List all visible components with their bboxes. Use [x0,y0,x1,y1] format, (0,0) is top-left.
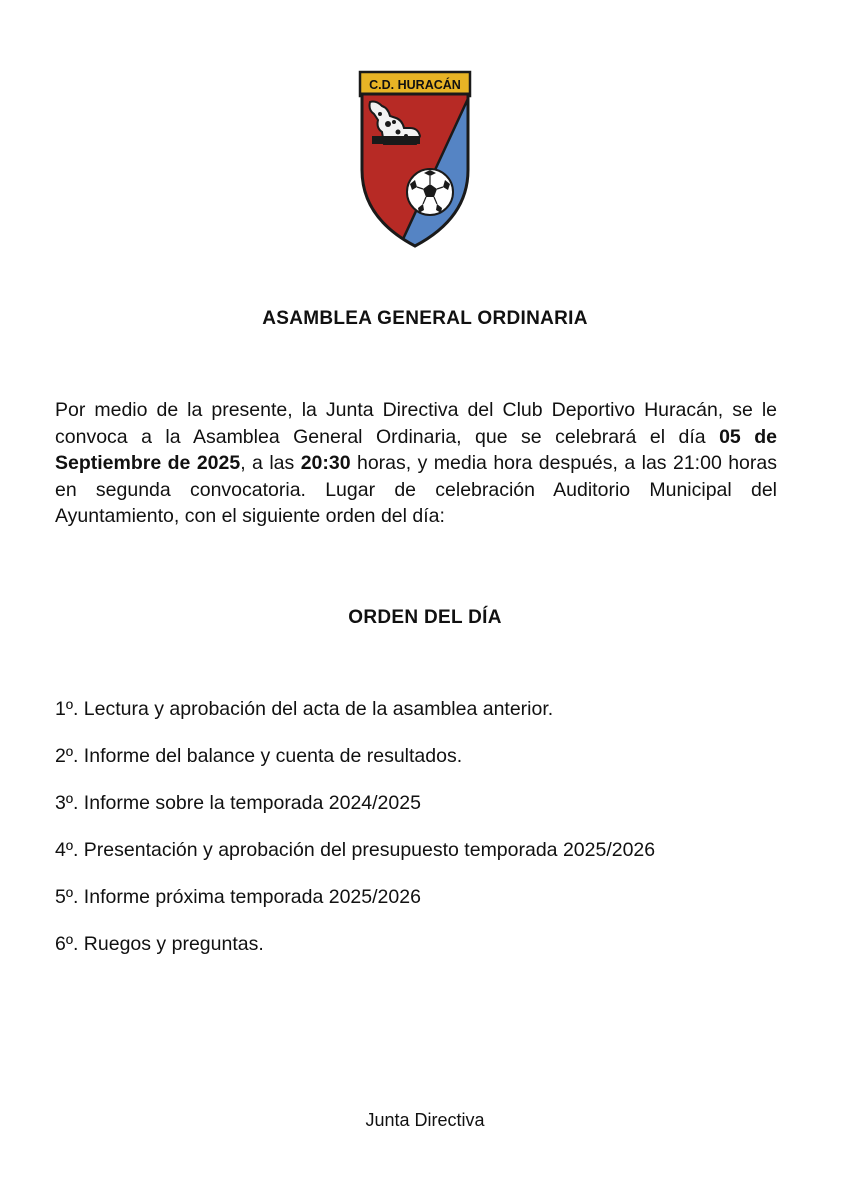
signature: Junta Directiva [365,1110,485,1130]
intro-text-3: horas, y media hora después, a las 21:00 horas en segunda convocatoria. Lugar de celebración Auditorio Municipal del Ayuntamiento, con el siguiente orden del día: [55,452,777,527]
convocation-paragraph [55,397,777,530]
page-title: ASAMBLEA GENERAL ORDINARIA [262,308,588,329]
agenda-item: 6º. Ruegos y preguntas. [55,933,264,955]
intro-text-1: Por medio de la presente, la Junta Directiva del Club Deportivo Huracán, se le convoca a la Asamblea General Ordinaria, que se celebrará el día [55,399,777,448]
meeting-time: 20:30 [300,452,351,474]
soccer-ball-icon [407,169,453,215]
agenda-list [55,696,815,978]
meeting-date: 05 de Septiembre de 2025 [55,425,777,474]
agenda-item: 4º. Presentación y aprobación del presupuesto temporada 2025/2026 [55,839,656,861]
crest-label: C.D. HURACÁN [369,78,461,92]
agenda-item: 5º. Informe próxima temporada 2025/2026 [55,886,421,908]
intro-text-2: , a las [240,452,301,474]
agenda-item: 2º. Informe del balance y cuenta de resultados. [55,745,463,767]
agenda-item: 1º. Lectura y aprobación del acta de la asamblea anterior. [55,698,554,720]
club-crest [358,70,472,248]
agenda-title: ORDEN DEL DÍA [348,607,502,628]
agenda-item: 3º. Informe sobre la temporada 2024/2025 [55,792,421,814]
